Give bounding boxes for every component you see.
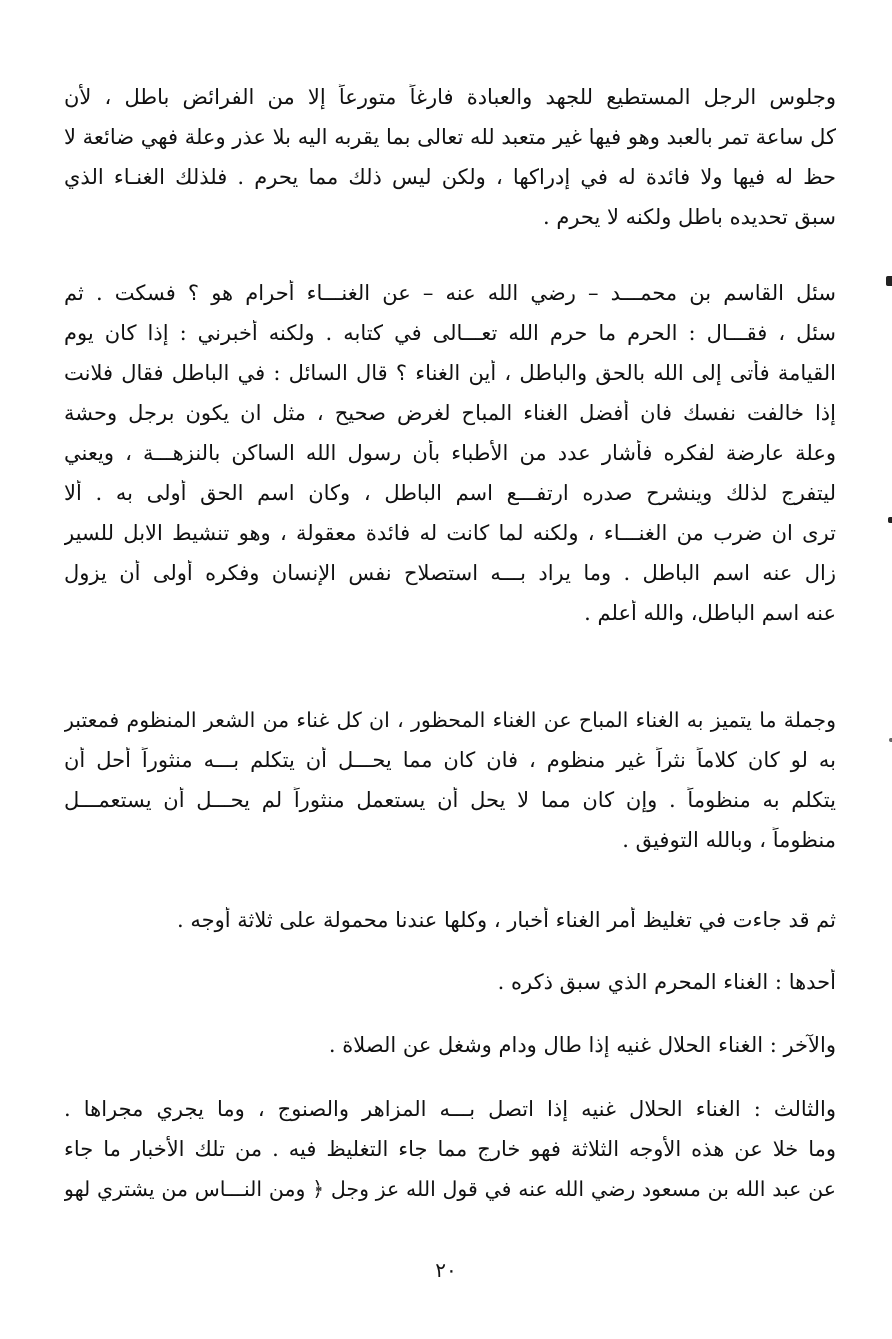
text-line: عنه اسم الباطل، والله أعلم . [584,601,836,625]
text-line: وعلة عارضة لفكره فأشار عدد من الأطباء بأن رسول الله الساكن بالنزهـــة ، ويعني [64,441,836,465]
text-line: منظوماً ، وبالله التوفيق . [622,828,836,852]
paragraph-qasim-question [64,280,836,640]
paragraph-idle-worship [64,84,836,244]
text-line: أحدها : الغناء المحرم الذي سبق ذكره . [497,970,836,994]
scan-edge-mark [886,276,892,286]
text-line: وجلوس الرجل المستطيع للجهد والعبادة فارغاً متورعاً إلا من الفرائض باطل ، لأن [64,85,836,109]
paragraph-first-aspect [64,969,836,1009]
paragraph-second-aspect [64,1032,836,1072]
text-line: سئل ، فقـــال : الحرم ما حرم الله تعـــالى في كتابه . ولكنه أخبرني : إذا كان يوم [64,321,836,345]
text-line: وجملة ما يتميز به الغناء المباح عن الغناء المحظور ، ان كل غناء من الشعر المنظوم فمعتبر [64,708,836,732]
text-line: سئل القاسم بن محمـــد – رضي الله عنه – عن الغنـــاء أحرام هو ؟ فسكت . ثم [64,281,836,305]
text-line: كل ساعة تمر بالعبد وهو فيها غير متعبد لله تعالى بما يقربه اليه بلا عذر وعلة فهي ضائعة لا [64,125,836,149]
paragraph-third-aspect [64,1096,836,1216]
text-line: ليتفرج لذلك وينشرح صدره ارتفـــع اسم الباطل ، وكان اسم الحق أولى به . ألا [64,481,836,505]
page-number: ٢٠ [435,1258,457,1282]
text-line: والآخر : الغناء الحلال غنيه إذا طال ودام وشغل عن الصلاة . [328,1033,836,1057]
scan-edge-mark [888,517,892,523]
paragraph-permitted-singing [64,707,836,867]
text-line: سبق تحديده باطل ولكنه لا يحرم . [542,205,836,229]
text-line: ثم قد جاءت في تغليظ أمر الغناء أخبار ، وكلها عندنا محمولة على ثلاثة أوجه . [177,908,836,932]
text-line: يتكلم به منظوماً . وإن كان مما لا يحل أن يستعمل منثوراً لم يحـــل أن يستعمـــل [64,788,836,812]
text-line: عن عبد الله بن مسعود رضي الله عنه في قول الله عز وجل ﴿ ومن النـــاس من يشتري لهو [64,1177,836,1201]
text-line: حظ له فيها ولا فائدة له في إدراكها ، ولكن ليس ذلك مما يحرم . فلذلك الغنـاء الذي [64,165,836,189]
text-line: القيامة فأتى إلى الله بالحق والباطل ، أين الغناء ؟ قال السائل : في الباطل فقال فلانت [64,361,836,385]
text-line: به لو كان كلاماً نثراً غير منظوم ، فان كان مما يحـــل أن يتكلم بـــه منثوراً أحل أن [64,748,836,772]
paragraph-three-aspects [64,907,836,947]
text-line: ترى ان ضرب من الغنـــاء ، ولكنه لما كانت له فائدة معقولة ، وهو تنشيط الابل للسير [64,521,836,545]
text-line: وما خلا عن هذه الأوجه الثلاثة فهو خارج مما جاء التغليظ فيه . من تلك الأخبار ما جاء [64,1137,836,1161]
text-line: إذا خالفت نفسك فان أفضل الغناء المباح لغرض صحيح ، مثل ان يكون برجل وحشة [64,401,836,425]
text-line: زال عنه اسم الباطل . وما يراد بـــه استصلاح نفس الإنسان وفكره أولى أن يزول [64,561,836,585]
text-line: والثالث : الغناء الحلال غنيه إذا اتصل بـــه المزاهر والصنوج ، وما يجري مجراها . [64,1097,836,1121]
